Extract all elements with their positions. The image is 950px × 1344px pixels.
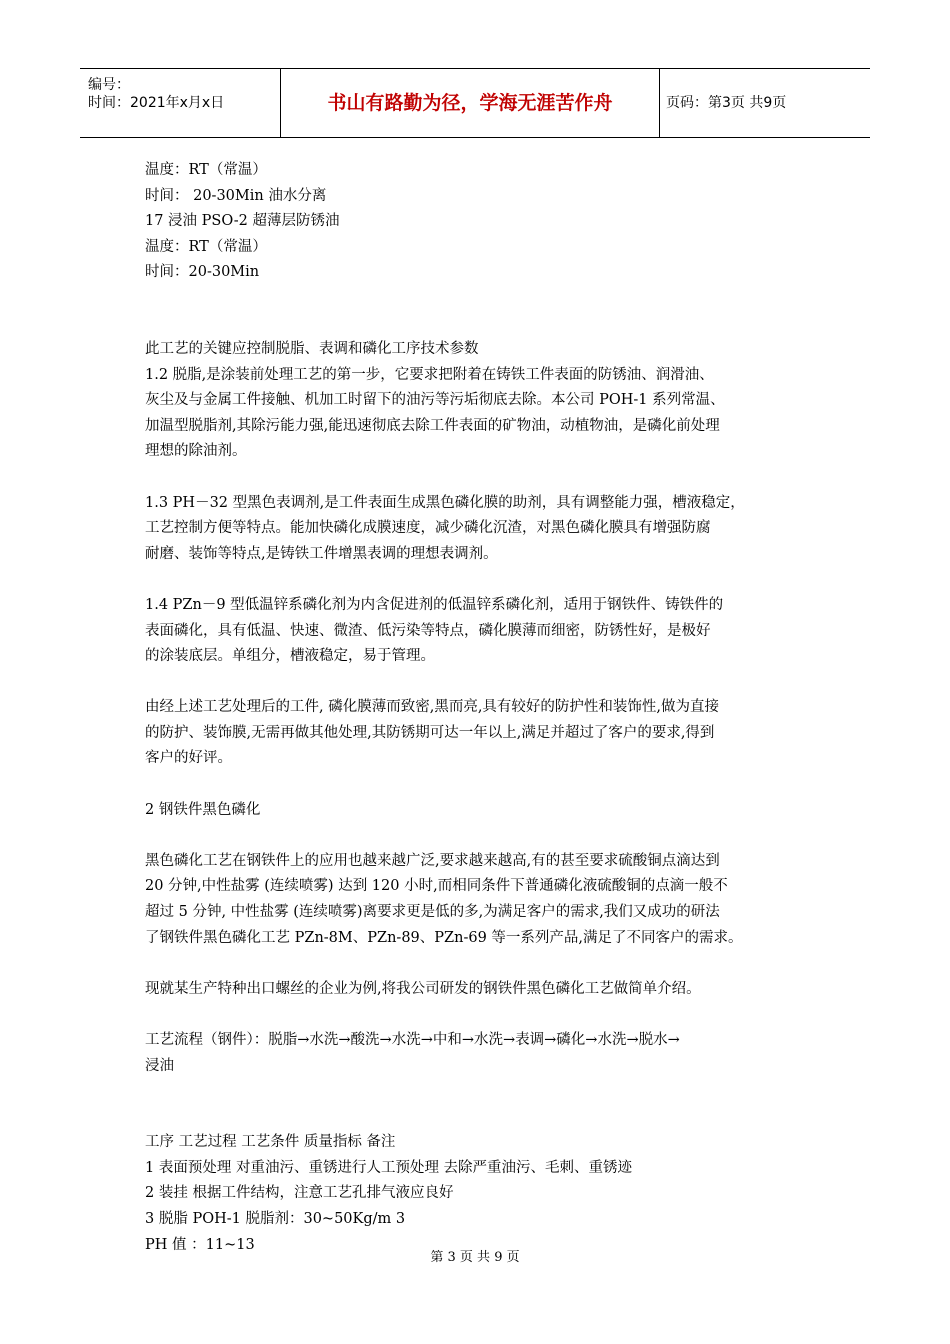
- text-line: 由经上述工艺处理后的工件, 磷化膜薄而致密,黑而亮,具有较好的防护性和装饰性,做为直接: [145, 699, 720, 716]
- text-line: 1.3 PH－32 型黑色表调剂,是工件表面生成黑色磷化膜的助剂，具有调整能力强，槽液稳定，: [145, 494, 745, 511]
- text-line: 黑色磷化工艺在钢铁件上的应用也越来越广泛,要求越来越高,有的甚至要求硫酸铜点滴达到: [145, 852, 720, 869]
- text-line: 工艺控制方便等特点。能加快磷化成膜速度，减少磷化沉渣，对黑色磷化膜具有增强防腐: [145, 520, 711, 537]
- text-line: 20 分钟,中性盐雾 (连续喷雾) 达到 120 小时,而相同条件下普通磷化液硫酸铜的点滴一般不: [145, 878, 728, 895]
- text-line: 1.2 脱脂,是涂装前处理工艺的第一步，它要求把附着在铸铁工件表面的防锈油、润滑油、: [145, 366, 714, 383]
- text-line: 时间：20-30Min: [145, 264, 260, 281]
- header-meta-cell: [80, 69, 281, 137]
- text-line: 灰尘及与金属工件接触、机加工时留下的油污等污垢彻底去除。本公司 POH-1 系列常温、: [145, 392, 725, 409]
- doc-number-label: 编号：: [88, 77, 130, 93]
- table-row: 1 表面预处理 对重油污、重锈进行人工预处理 去除严重油污、毛刺、重锈迹: [145, 1159, 633, 1176]
- text-line: 表面磷化，具有低温、快速、微渣、低污染等特点，磷化膜薄而细密，防锈性好，是极好: [145, 622, 711, 639]
- page-footer: 第 3 页 共 9 页: [430, 1250, 520, 1265]
- table-row: 2 装挂 根据工件结构，注意工艺孔排气液应良好: [145, 1185, 454, 1202]
- date-line: 时间：2021年x月x日: [88, 95, 225, 111]
- text-line: 浸油: [145, 1057, 174, 1074]
- document-body: [145, 158, 815, 1258]
- text-line: 加温型脱脂剂,其除污能力强,能迅速彻底去除工件表面的矿物油，动植物油，是磷化前处理: [145, 417, 720, 434]
- text-line: 超过 5 分钟, 中性盐雾 (连续喷雾)离要求更是低的多,为满足客户的需求,我们又成功的研法: [145, 904, 720, 921]
- text-line: 的涂装底层。单组分，槽液稳定，易于管理。: [145, 648, 435, 665]
- text-line: 时间： 20-30Min 油水分离: [145, 187, 327, 204]
- section-heading: 2 钢铁件黑色磷化: [145, 801, 261, 818]
- text-line: 耐磨、装饰等特点,是铸铁工件增黑表调的理想表调剂。: [145, 545, 498, 562]
- text-line: 温度：RT（常温）: [145, 238, 267, 255]
- text-line: 1.4 PZn－9 型低温锌系磷化剂为内含促进剂的低温锌系磷化剂，适用于钢铁件、铸铁件的: [145, 596, 724, 613]
- table-header-line: 工序 工艺过程 工艺条件 质量指标 备注: [145, 1134, 396, 1151]
- table-row: 3 脱脂 POH-1 脱脂剂：30~50Kg/m 3: [145, 1210, 406, 1227]
- text-line: 客户的好评。: [145, 750, 232, 767]
- text-line: 了钢铁件黑色磷化工艺 PZn-8M、PZn-89、PZn-69 等一系列产品,满足了不同客户的需求。: [145, 929, 743, 946]
- text-line: 17 浸油 PSO-2 超薄层防锈油: [145, 213, 340, 230]
- header-page-info: 页码：第3页 共9页: [666, 95, 787, 111]
- text-line: 工艺流程（钢件）：脱脂→水洗→酸洗→水洗→中和→水洗→表调→磷化→水洗→脱水→: [145, 1032, 680, 1048]
- text-line: 温度：RT（常温）: [145, 162, 267, 178]
- text-line: 理想的除油剂。: [145, 443, 247, 460]
- text-line: 现就某生产特种出口螺丝的企业为例,将我公司研发的钢铁件黑色磷化工艺做简单介绍。: [145, 980, 701, 997]
- header-motto: 书山有路勤为径，学海无涯苦作舟: [281, 69, 660, 137]
- intro-line: 此工艺的关键应控制脱脂、表调和磷化工序技术参数: [145, 340, 479, 357]
- text-line: 的防护、装饰膜,无需再做其他处理,其防锈期可达一年以上,满足并超过了客户的要求,得到: [145, 724, 715, 741]
- header-table: [80, 68, 870, 138]
- table-row: PH 值 ：11~13: [145, 1236, 255, 1253]
